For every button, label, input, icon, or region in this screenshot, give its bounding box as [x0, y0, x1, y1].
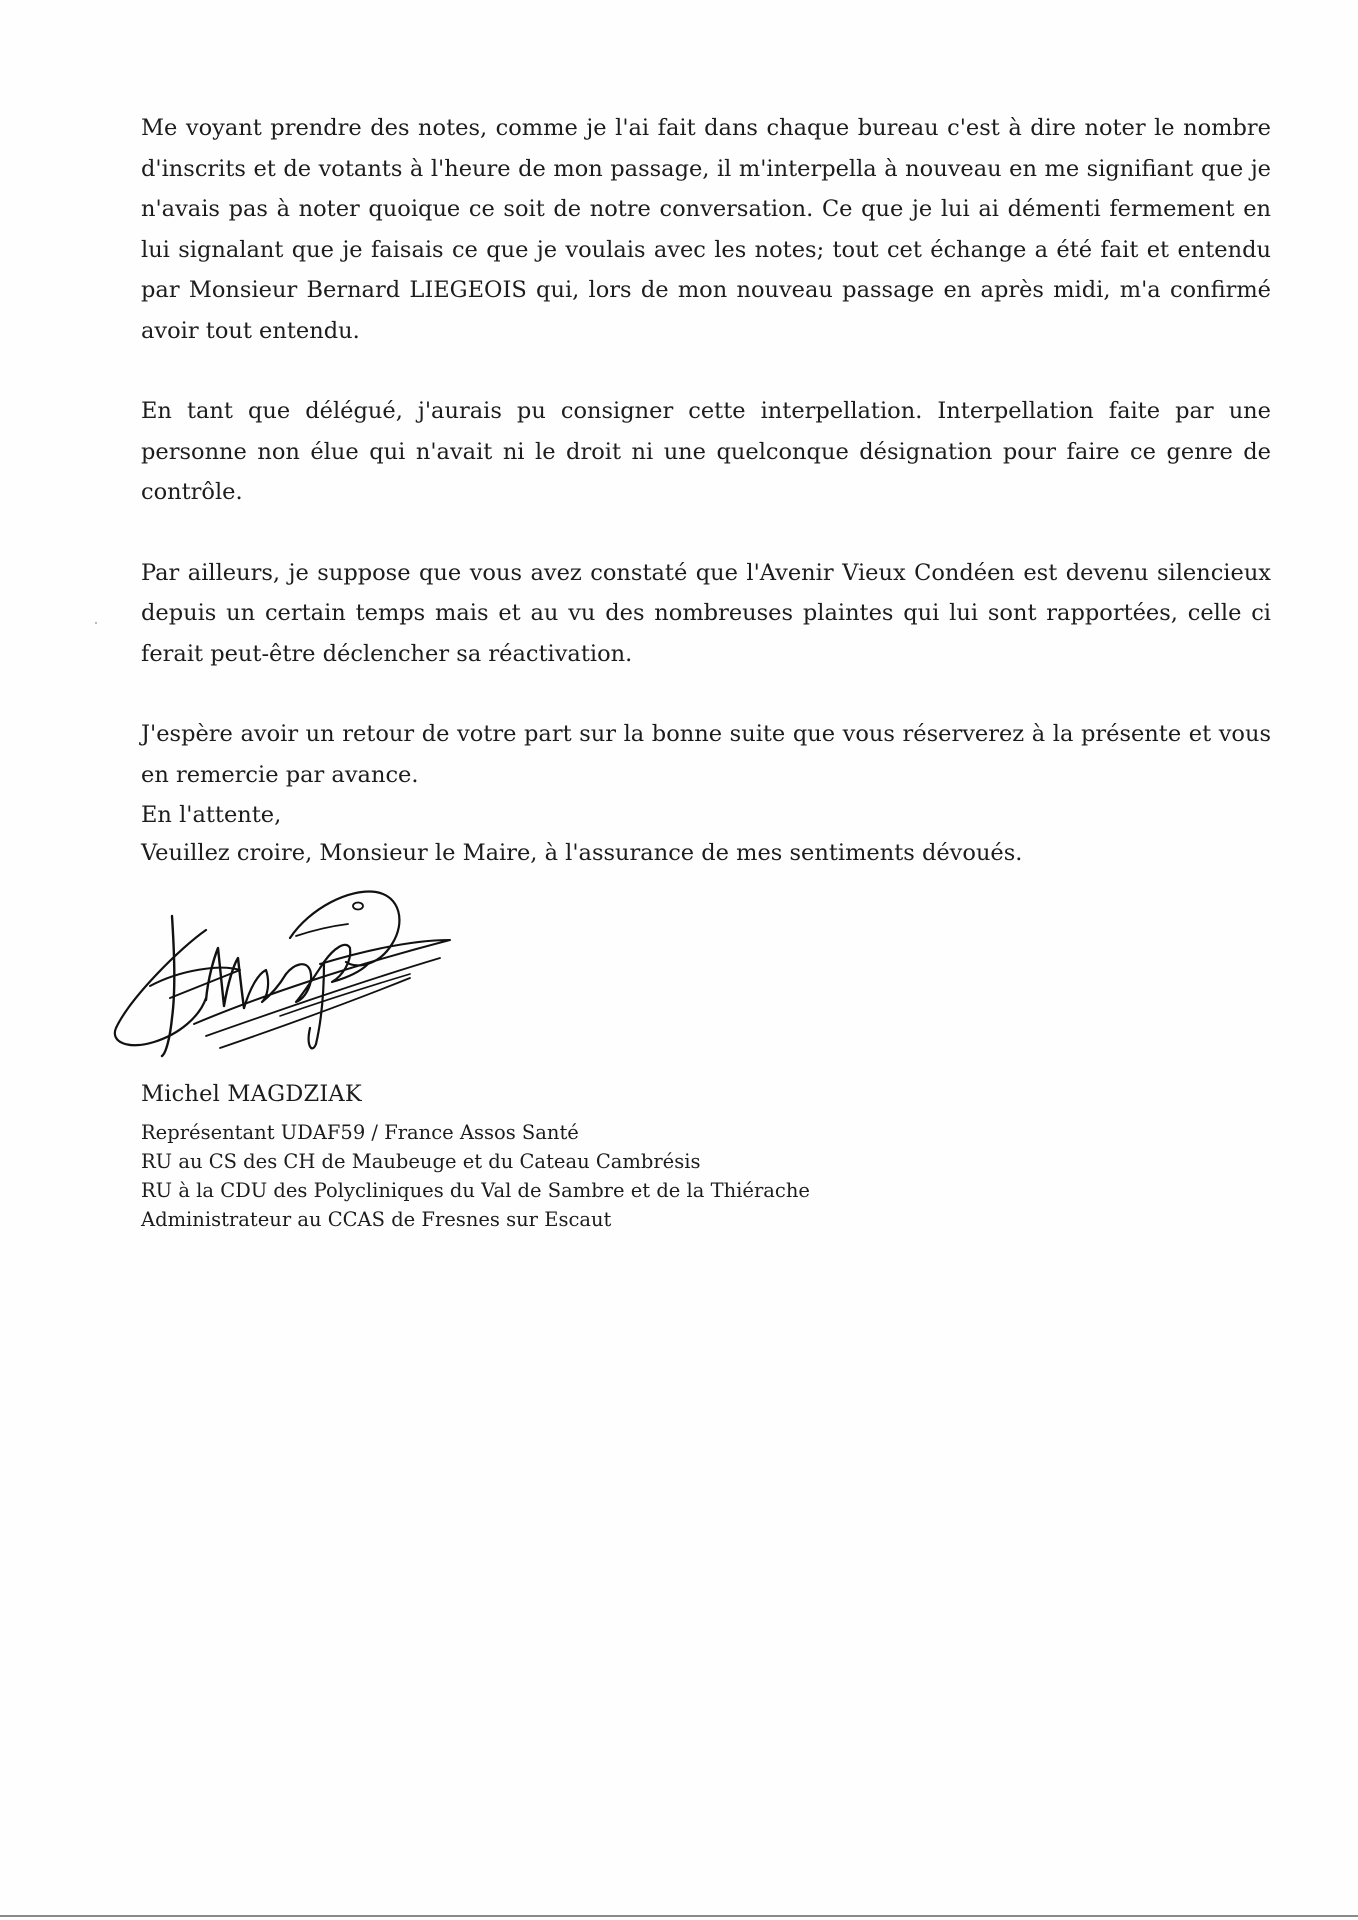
closing-attente: En l'attente, [141, 802, 282, 828]
signer-block [141, 1076, 1041, 1234]
handwritten-signature [110, 878, 470, 1058]
closing-formula [141, 796, 1271, 872]
paragraph-avenir: Par ailleurs, je suppose que vous avez constaté que l'Avenir Vieux Condéen est devenu silencieux depuis un certain temps mais et au vu des nombreuses plaintes qui lui sont rapportées, celle ci ferait peut-être déclencher sa réactivation. [141, 559, 1271, 667]
page-bottom-edge [0, 1915, 1358, 1917]
closing-salutation: Veuillez croire, Monsieur le Maire, à l'assurance de mes sentiments dévoués. [141, 840, 1023, 866]
letter-body [141, 108, 1271, 795]
signer-title-line: Représentant UDAF59 / France Assos Santé [141, 1121, 579, 1144]
signer-title-line: RU au CS des CH de Maubeuge et du Cateau Cambrésis [141, 1150, 701, 1173]
signer-title-line: RU à la CDU des Polycliniques du Val de Sambre et de la Thiérache [141, 1179, 810, 1202]
signer-name: Michel MAGDZIAK [141, 1081, 362, 1107]
paragraph-delegue: En tant que délégué, j'aurais pu consigner cette interpellation. Interpellation faite par une personne non élue qui n'avait ni le droit ni une quelconque désignation pour faire ce genre de contrôle. [141, 398, 1271, 505]
paragraph-notes: Me voyant prendre des notes, comme je l'ai fait dans chaque bureau c'est à dire noter le nombre d'inscrits et de votants à l'heure de mon passage, il m'interpella à nouveau en me signifiant que je n'avais pas à noter quoique ce soit de notre conversation. Ce que je lui ai démenti fermement en lui signalant que je faisais ce que je voulais avec les notes; tout cet échange a été fait et entendu par Monsieur Bernard LIEGEOIS qui, lors de mon nouveau passage en après midi, m'a confirmé avoir tout entendu. [141, 115, 1271, 344]
signer-titles [141, 1118, 1041, 1234]
signer-title-line: Administrateur au CCAS de Fresnes sur Escaut [141, 1208, 612, 1231]
scan-speck [95, 622, 97, 624]
paragraph-retour: J'espère avoir un retour de votre part sur la bonne suite que vous réserverez à la présente et vous en remercie par avance. [141, 721, 1271, 788]
